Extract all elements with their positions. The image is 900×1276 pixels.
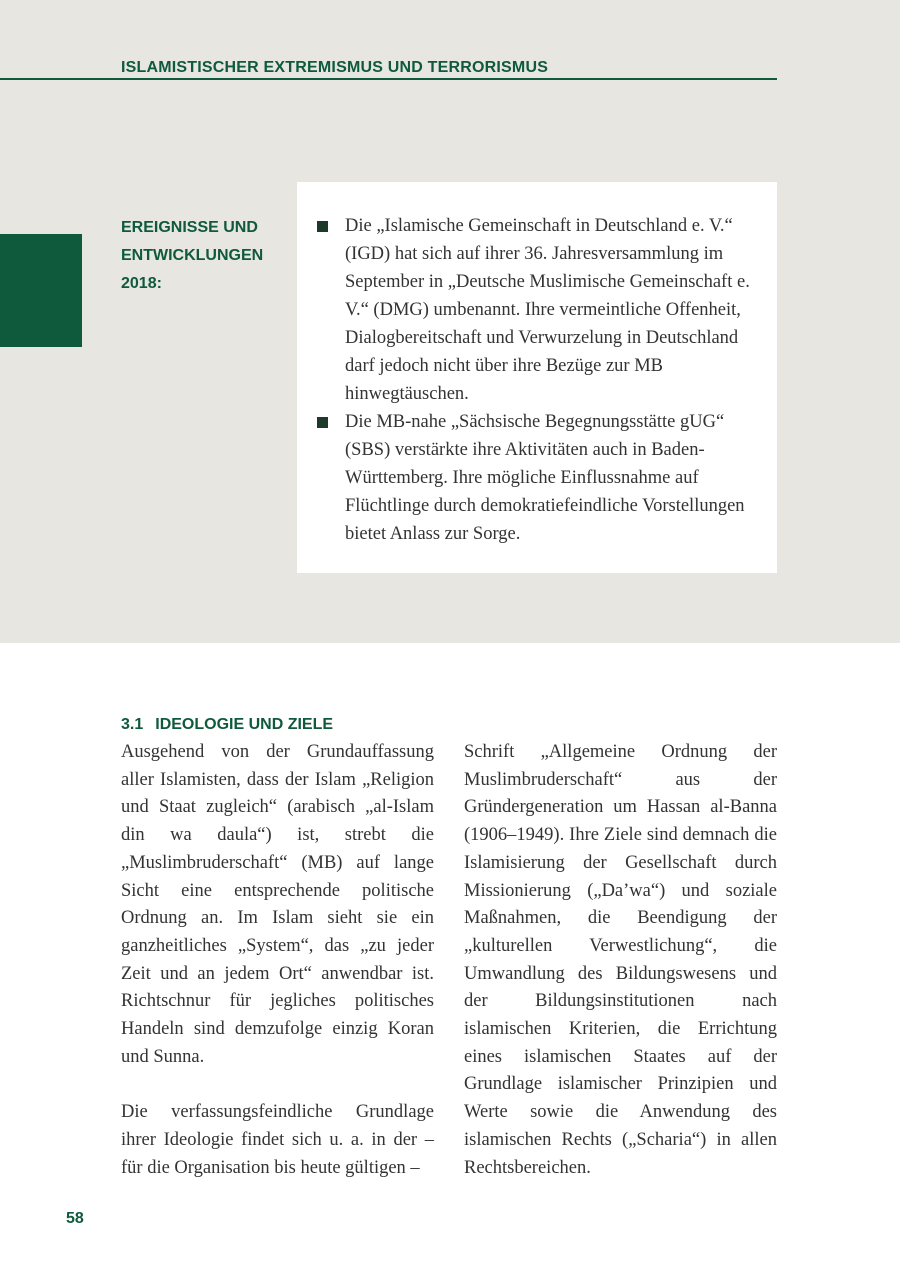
chapter-side-tab (0, 234, 82, 347)
square-bullet-icon (317, 417, 328, 428)
event-item-text: Die „Islamische Gemeinschaft in Deutschland e. V.“ (IGD) hat sich auf ihrer 36. Jahresversammlung im September in „Deutsche Muslimische Gemeinschaft e. V.“ (DMG) umbenannt. Ihre vermeintliche Offenheit, Dialogbereitschaft und Verwurzelung in Deutschland darf jedoch nicht über ihre Bezüge zur MB hinwegtäuschen. (345, 216, 750, 404)
events-label (121, 214, 291, 298)
section-heading (121, 716, 333, 734)
events-label-line: EREIGNISSE UND (121, 219, 258, 236)
body-paragraph: Schrift „Allgemeine Ordnung der Muslimbruderschaft“ aus der Gründergeneration um Hassan al-Banna (1906–1949). Ihre Ziele sind demnach die Islamisierung der Gesellschaft durch Missionierung („Da’wa“) und soziale Maßnahmen, die Beendigung der „kulturellen Verwestlichung“, die Umwandlung des Bildungswesens und der Bildungsinstitutionen nach islamischen Kriterien, die Errichtung eines islamischen Staates auf der Grundlage islamischer Prinzipien und Werte sowie die Anwendung des islamischen Rechts („Scharia“) in allen Rechtsbereichen. (464, 742, 777, 1178)
page-number: 58 (66, 1210, 84, 1227)
events-label-line: ENTWICKLUNGEN (121, 247, 264, 264)
section-number: 3.1 (121, 716, 144, 733)
events-box (297, 182, 777, 573)
body-paragraph: Ausgehend von der Grundauffassung aller Islamisten, dass der Islam „Religion und Staat zugleich“ (arabisch „al-Islam din wa daula“) ist, strebt die „Muslimbruderschaft“ (MB) auf lange Sicht eine entsprechende politische Ordnung an. Im Islam sieht sie ein ganzheitliches „System“, das „zu jeder Zeit und an jedem Ort“ anwendbar ist. Richtschnur für jegliches politisches Handeln sind demzufolge einzig Koran und Sunna. (121, 742, 434, 1067)
square-bullet-icon (317, 221, 328, 232)
body-paragraph: Die verfassungsfeindliche Grundlage ihrer Ideologie findet sich u. a. in der – für die Organisation bis heute gültigen – (121, 1102, 434, 1178)
events-label-line: 2018: (121, 275, 162, 292)
event-item (315, 212, 761, 408)
header-rule (0, 78, 777, 80)
event-item-text: Die MB-nahe „Sächsische Begegnungsstätte gUG“ (SBS) verstärkte ihre Aktivitäten auch in Baden-Württemberg. Ihre mögliche Einflussnahme auf Flüchtlinge durch demokratiefeindliche Vorstellungen bietet Anlass zur Sorge. (345, 412, 745, 544)
section-title: IDEOLOGIE UND ZIELE (155, 716, 334, 733)
body-column-right (464, 739, 777, 1182)
event-item (315, 408, 761, 548)
running-header: ISLAMISTISCHER EXTREMISMUS UND TERRORISMUS (121, 59, 549, 76)
body-column-left (121, 739, 434, 1182)
events-list (315, 212, 761, 548)
